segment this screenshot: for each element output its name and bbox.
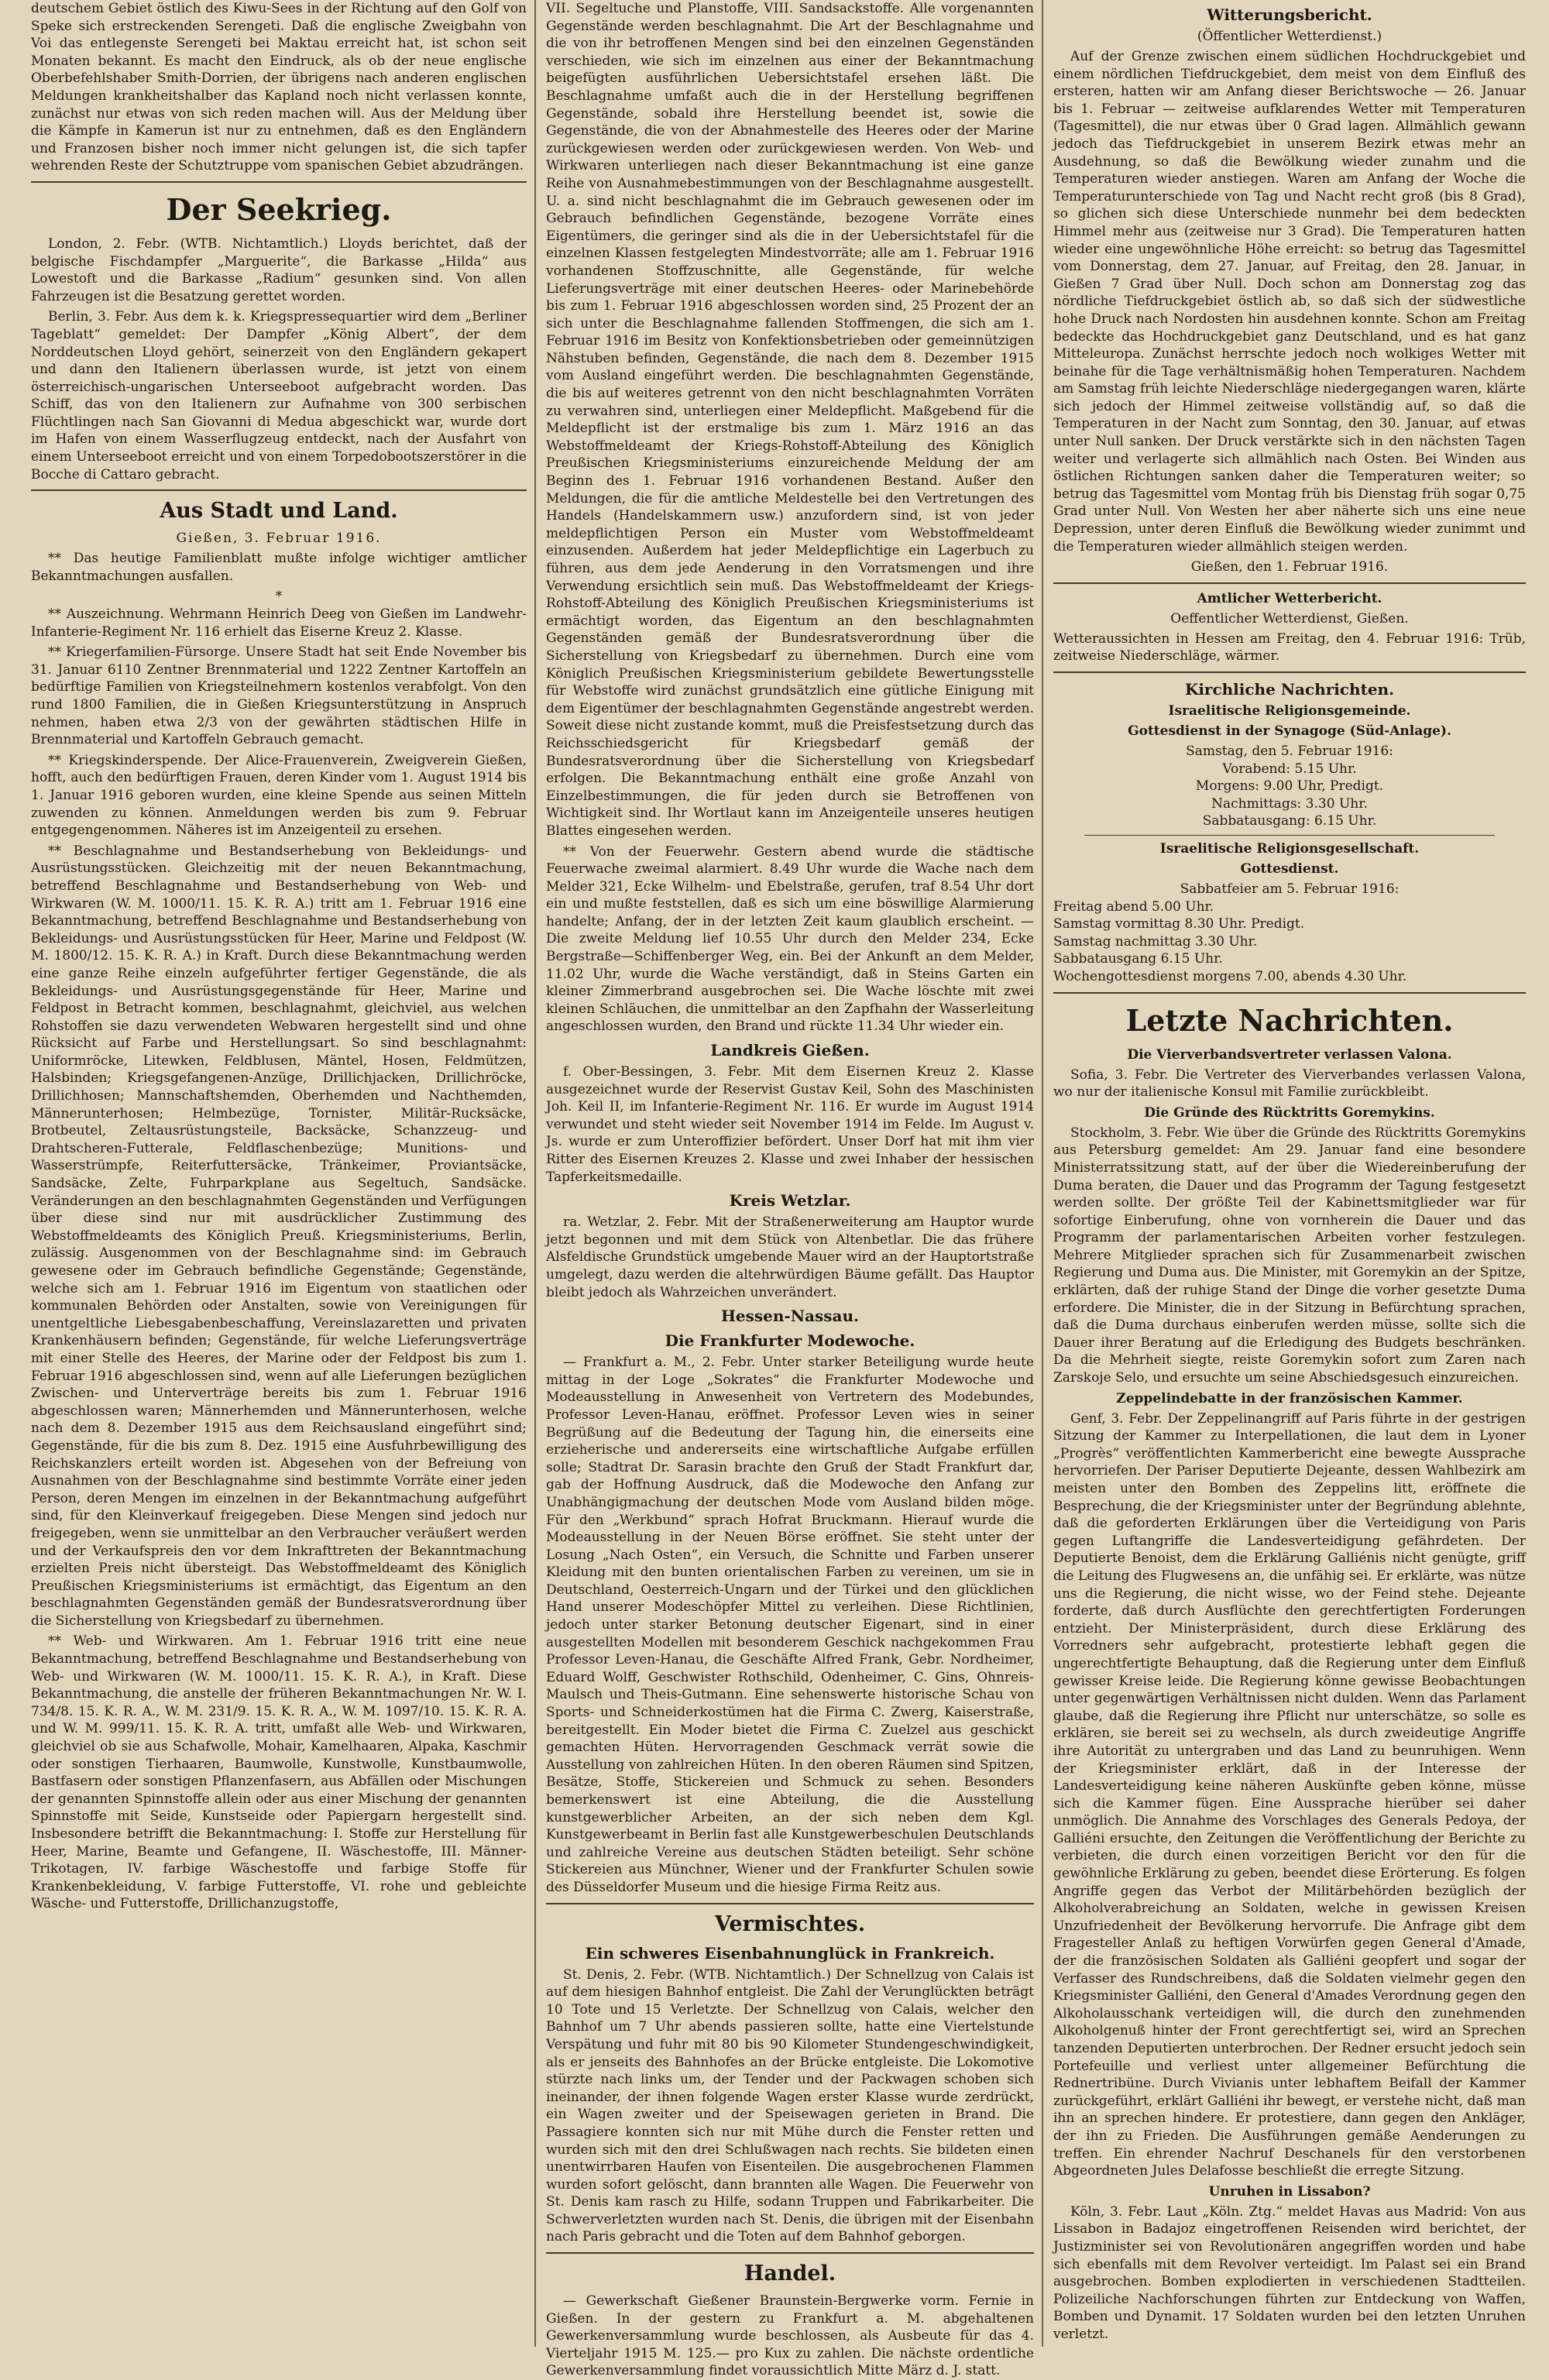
divider [31,181,527,183]
divider [546,1903,1034,1904]
article-text: Sofia, 3. Febr. Die Vertreter des Vierverbandes verlassen Valona, wo nur der italienische Konsul mit Familie zurückbleibt. [1053,1066,1526,1101]
section-title: Aus Stadt und Land. [160,499,398,524]
notice-line: Sabbatausgang: 6.15 Uhr. [1202,813,1377,829]
article-text: ** Von der Feuerwehr. Gestern abend wurde die städtische Feuerwache zweimal alarmiert. 8.49 Uhr wurde die Wache nach dem Melder 321, Ecke Wilhelm- und Ebelstraße, gerufen, traf 8.54 Uhr dort ein und mußte feststellen, daß es sich um eine böswillige Alarmierung handelte; Anfang, der in der letzten Zeit kaum glaublich erscheint. — Die zweite Meldung lief 10.55 Uhr durch den Melder 234, Ecke Bergstraße—Schiffenberger Weg, ein. Bei der Ankunft an dem Melder, 11.02 Uhr, wurde die Wache verständigt, daß in Steins Garten ein kleiner Zimmerbrand ausgebrochen sei. Die Wache löschte mit zwei kleinen Schläuchen, die unmittelbar an den Zapfhahn der Wasserleitung angeschlossen wurden, den Brand und rückte 11.34 Uhr wieder ein. [546,843,1034,1035]
section-title: Landkreis Gießen. [710,1041,870,1060]
section-title: Vermischtes. [714,1911,866,1936]
column-rule [1042,0,1043,2347]
notice-line: Wochengottesdienst morgens 7.00, abends 4.30 Uhr. [1053,968,1407,984]
notice-line: Sabbatfeier am 5. Februar 1916: [1180,881,1400,897]
article-text: Berlin, 3. Febr. Aus dem k. k. Kriegspressequartier wird dem „Berliner Tageblatt“ gemeldet: Der Dampfer „König Albert“, der dem Norddeutschen Lloyd gehört, seinerzeit von den Engländern gekapert und dann den Italienern überlassen wurde, ist jetzt von einem österreichisch-ungarischen Unterseeboot aufgebracht worden. Das Schiff, das von den Italienern zur Aufnahme von 300 serbischen Flüchtlingen nach San Giovanni di Medua abgeschickt war, wurde dort im Hafen von einem Wasserflugzeug entdeckt, nach der Ausfahrt von einem Unterseeboot erreicht und von einem Torpedobootszerstörer in die Bocche di Cattaro gebracht. [31,309,527,483]
article-text: ** Kriegerfamilien-Fürsorge. Unsere Stadt hat seit Ende November bis 31. Januar 6110 Zentner Brennmaterial und 1222 Zentner Kartoffeln an bedürftige Familien von Kriegsteilnehmern kostenlos verabfolgt. Von den rund 1800 Familien, die in Gießen Kriegsunterstützung in Anspruch nehmen, haben etwa 2/3 von der gewährten städtischen Hilfe in Brennmaterial und Kartoffeln Gebrauch gemacht. [31,644,527,748]
article-text: Genf, 3. Febr. Der Zeppelinangriff auf Paris führte in der gestrigen Sitzung der Kammer zu Interpellationen, die laut dem in Lyoner „Progrès“ veröffentlichten Kammerbericht eine bewegte Aussprache hervorriefen. Der Pariser Deputierte Dejeante, dessen Wahlbezirk am meisten unter den Bomben des Zeppelins litt, eröffnete die Besprechung, die der Kriegsminister unter der Begründung ablehnte, daß die geforderten Erklärungen über die Verteidigung von Paris gegen Luftangriffe die Landesverteidigung gefährdeten. Der Deputierte Benoist, dem die Erklärung Galliénis nicht genügte, griff die Leitung des Flugwesens an, die unfähig sei. Er erklärte, was nütze uns die Regierung, die nicht wisse, wo der Feind stehe. Dejeante forderte, daß durch Ausflüchte den gerechtfertigten Forderungen entzieht. Der Ministerpräsident, durch diese Erklärung des Vorredners sehr aufgebracht, protestierte lebhaft gegen die ungerechtfertigte Behauptung, daß die Regierung unter dem Einfluß gewisser Kreise leide. Die Regierung könne gewisse Beobachtungen unter gegenwärtigen Verhältnissen nicht dulden. Wenn das Parlament glaube, daß die Regierung ihre Pflicht nur unterschätze, so solle es erklären, sie bereit sei zu wechseln, als durch zweideutige Angriffe ihre Autorität zu untergraben und das Land zu beunruhigen. Wenn der Kriegsminister erklärt, daß in der Interesse der Landesverteidigung keine näheren Auskünfte geben könne, müsse sich die Kammer fügen. Eine Aussprache hierüber sei daher unmöglich. Die Annahme des Vorschlages des Generals Pedoya, der Galliéni ersuchte, den Zeitungen die Veröffentlichung der Berichte zu verbieten, die durch einen vorzeitigen Bericht vor den für die gewöhnliche Erklärung zu geben, beendet diese Erörterung. Es folgen Angriffe gegen das Verbot der Militärbehörden bezüglich der Alkoholverabreichung an Soldaten, welche in gewissen Kreisen Unzufriedenheit der Bevölkerung hervorrufe. Die Anfrage gibt dem Fragesteller Anlaß zu heftigen Vorwürfen gegen General d'Amade, der die französischen Soldaten als Galliéni geopfert und sogar der Verfasser des Rundschreibens, daß die Soldaten vielmehr gegen den Kriegsminister Galliéni, den General d'Amades Verordnung gegen den Alkoholausschank verteidigen will, die durch den zunehmenden Alkoholgenuß hinter der Front gerechtfertigt sei, wird an Sprechen tanzenden Deputierten unterbrochen. Der Redner ersucht jedoch sein Portefeuille und verliest unter allgemeiner Befürchtung die Rednertribüne. Durch Vivianis unter lebhaftem Beifall der Kammer zurückgeführt, erklärt Galliéni ihr bewegt, er verstehe nicht, daß man ihn an sprechen hindere. Er protestiere, dann gegen den Ankläger, der ihn zu Frieden. Die Ausführungen gemäße Aenderungen zu treffen. Ein ehrender Nachruf Deschanels für den verstorbenen Abgeordneten Jules Delafosse beschließt die erregte Sitzung. [1053,1410,1526,2179]
article-text: Wetteraussichten in Hessen am Freitag, den 4. Februar 1916: Trüb, zeitweise Niederschläge, wärmer. [1053,630,1526,665]
article-headline: Ein schweres Eisenbahnunglück in Frankreich. [585,1943,995,1963]
notice-subtitle: Gottesdienst in der Synagoge (Süd-Anlage). [1128,723,1451,739]
article-text: ** Kriegskinderspende. Der Alice-Frauenverein, Zweigverein Gießen, hofft, auch den bedürftigen Frauen, deren Kinder vom 1. August 1914 bis 1. Januar 1916 geboren wurden, eine kleine Spende aus seinen Mitteln zuwenden zu können. Anmeldungen werden bis zum 9. Februar entgegengenommen. Näheres ist im Anzeigenteil zu ersehen. [31,752,527,839]
section-title: Handel. [744,2262,836,2286]
divider [1053,582,1526,584]
article-text: — Gewerkschaft Gießener Braunstein-Bergwerke vorm. Fernie in Gießen. In der gestern zu Frankfurt a. M. abgehaltenen Gewerkenversammlung wurde beschlossen, als Ausbeute für das 4. Vierteljahr 1915 M. 125.— pro Kux zu zahlen. Die nächste ordentliche Gewerkenversammlung findet voraussichtlich Mitte März d. J. statt. [546,2293,1034,2379]
dateline: Gießen, 3. Februar 1916. [176,531,382,547]
divider [546,2252,1034,2254]
article-text: St. Denis, 2. Febr. (WTB. Nichtamtlich.) Der Schnellzug von Calais ist auf dem hiesigen Bahnhof entgleist. Die Zahl der Verunglückten beträgt 10 Tote und 15 Verletzte. Der Schnellzug von Calais, welcher den Bahnhof um 7 Uhr abends passieren sollte, hatte eine Viertelstunde Verspätung und fuhr mit 80 bis 90 Kilometer Stundengeschwindigkeit, als er jenseits des Bahnhofes an der Brücke entgleiste. Die Lokomotive stürzte nach links um, der Tender und der Packwagen schoben sich ineinander, der ihnen folgende Wagen erster Klasse wurde zerdrückt, ein Wagen zweiter und der Speisewagen gerieten in Brand. Die Passagiere konnten sich nur mit Mühe durch die Fenster retten und wurden sich mit den drei Schlußwagen nach rechts. Sie bildeten einen unentwirrbaren Haufen von Eisenteilen. Die ausgebrochenen Flammen wurden sofort gelöscht, dann brannten alle Wagen. Die Feuerwehr von St. Denis kam rasch zu Hilfe, sodann Truppen und Fabrikarbeiter. Die Schwerverletzten wurden nach St. Denis, die übrigen mit der Eisenbahn nach Paris gebracht und die Toten auf dem Bahnhof geborgen. [546,1966,1034,2245]
article-text: London, 2. Febr. (WTB. Nichtamtlich.) Lloyds berichtet, daß der belgische Fischdampfer „Marguerite“, die Barkasse „Hilda“ aus Lowestoft und die Barkasse „Radium“ gesunken sind. Von allen Fahrzeugen ist die Besatzung gerettet worden. [31,235,527,304]
notice-subtitle: Gottesdienst. [1240,860,1339,877]
notice-line: Vorabend: 5.15 Uhr. [1222,761,1357,777]
section-title: Hessen-Nassau. [721,1307,859,1326]
article-text: deutschem Gebiet östlich des Kiwu-Sees in der Richtung auf den Golf von Speke sich erstreckenden Serengeti. Daß die englische Zweigbahn von Voi das entlegenste Serengeti bei Maktau erreicht hat, ist schon seit Monaten bekannt. Es macht den Eindruck, als ob der neue englische Oberbefehlshaber Smith-Dorrien, der übrigens nach anderen englischen Meldungen krankheitshalber das Kapland noch nicht verlassen konnte, zunächst nur etwas von sich reden machen will. Aus der Meldung über die Kämpfe in Kamerun ist nur zu entnehmen, daß es den Engländern und Franzosen bisher noch immer nicht gelungen ist, die sich tapfer wehrenden Reste der Schutztruppe vom spanischen Gebiet abzudrängen. [31,1,527,174]
column-rule [534,0,536,2347]
section-subtitle: Oeffentlicher Wetterdienst, Gießen. [1170,610,1409,627]
notice-title: Israelitische Religionsgemeinde. [1168,703,1411,719]
article-text: ** Beschlagnahme und Bestandserhebung von Bekleidungs- und Ausrüstungsstücken. Gleichzeitig mit der neuen Bekanntmachung, betreffend Beschlagnahme und Bestandserhebung von Web- und Wirkwaren (W. M. 1000/11. 15. K. R. A.) tritt am 1. Februar 1916 eine Bekanntmachung, betreffend Beschlagnahme und Bestandserhebung von Bekleidungs- und Ausrüstungsstücken für Heer, Marine und Feldpost (W. M. 1800/12. 15. K. R. A.) in Kraft. Durch diese Bekanntmachung werden eine ganze Reihe einzeln aufgeführter fertiger Gegenstände, die als Bekleidungs- und Ausrüstungsgegenstände für Heer, Marine und Feldpost in Betracht kommen, beschlagnahmt, gleichviel, aus welchen Rohstoffen sie dazu verwendeten Webwaren hergestellt sind und ohne Rücksicht auf Farbe und Herstellungsart. So sind beschlagnahmt: Uniformröcke, Litewken, Feldblusen, Mäntel, Hosen, Feldmützen, Halsbinden; Kriegsgefangenen-Anzüge, Drillichjacken, Drillichröcke, Drillichhosen; Mannschaftshemden, Oberhemden und Nachthemden, Männerunterhosen; Helmbezüge, Tornister, Militär-Rucksäcke, Brotbeutel, Zeltausrüstungsteile, Backsäcke, Schanzzeug- und Drahtscheren-Futterale, Feldflaschenbezüge; Munitions- und Wasserstrümpfe, Reiterfuttersäcke, Tränkeimer, Proviantsäcke, Sandsäcke, Zelte, Fuhrparkplane aus Segeltuch, Sandsäcke. Veränderungen an den beschlagnahmten Gegenständen und Verfügungen über diese sind nur mit ausdrücklicher Zustimmung des Webstoffmeldeamts des Königlich Preuß. Kriegsministeriums, Berlin, zulässig. Ausgenommen von der Beschlagnahme sind: im Gebrauch gewesene oder im Gebrauch befindliche Gegenstände; Gegenstände, welche sich am 1. Februar 1916 im Eigentum von staatlichen oder kommunalen Behörden oder Anstalten, sowie von Vereinigungen für unentgeltliche Liebesgabenbeschaffung, Vereinslazaretten und privaten Krankenhäusern befinden; Gegenstände, für welche Lieferungsverträge mit einer Stelle des Heeres, der Marine oder der Feldpost bis zum 1. Februar 1916 abgeschlossen sind, wenn auf alle Lieferungen bezüglichen Zwischen- und Unterverträge bereits bis zum 1. Februar 1916 abgeschlossen waren; Männerhemden und Männerunterhosen, welche nach dem 8. Dezember 1915 aus dem Reichsausland eingeführt sind; Gegenstände, für die bis zum 8. Dez. 1915 eine Ausfuhrbewilligung des Reichskanzlers erteilt worden ist. Abgesehen von der Befreiung von Ausnahmen von der Beschlagnahme sind bestimmte Vorräte einer jeden Person, deren Mengen im einzelnen in der Bekanntmachung aufgeführt sind, für den Kleinverkauf freigegeben. Diese Mengen sind jedoch nur freigegeben, wenn sie unmittelbar an den Verbraucher veräußert werden und der Verkaufspreis den vor dem Inkrafttreten der Bekanntmachung erzielten Preis nicht übersteigt. Das Webstoffmeldeamt des Königlich Preußischen Kriegsministeriums ist ermächtigt, das Eigentum an den beschlagnahmten Gegenständen gemäß der Bundesratsverordnung über die Sicherstellung von Kriegsbedarf zu übernehmen. [31,843,527,1629]
article-headline: Zeppelindebatte in der französischen Kammer. [1116,1390,1463,1406]
article-text: Stockholm, 3. Febr. Wie über die Gründe des Rücktritts Goremykins aus Petersburg gemeldet: Am 29. Januar fand eine besondere Ministerratssitzung statt, auf der über die Wiedereinberufung der Duma beraten, die Dauer und das Programm der Tagung festgesetzt werden sollte. Der größte Teil der Kabinettsmitglieder war für sofortige Einberufung, ohne von vornherein die Dauer und das Programm der parlamentarischen Arbeiten vorher festzulegen. Mehrere Mitglieder sprachen sich für Zusammenarbeit zwischen Regierung und Duma aus. Die Minister, mit Goremykin an der Spitze, erklärten, daß der ruhige Stand der Dinge die vorher gesetzte Duma erfordere. Die Minister, die in der Sitzung in Befürchtung sprachen, daß die Duma durchaus einberufen werden müsse, sollte sich die Dauer ihrer Beratung auf die Erledigung des Budgets beschränken. Da die Mehrheit siegte, reiste Goremykin sofort zum Zaren nach Zarskoje Selo, und ersuchte um seine Abschiedsgesuch einzureichen. [1053,1125,1526,1386]
section-title: Amtlicher Wetterbericht. [1197,590,1382,606]
section-title: Letzte Nachrichten. [1125,1002,1454,1038]
notice-line: Nachmittags: 3.30 Uhr. [1211,795,1368,812]
divider [31,489,527,491]
section-title: Kreis Wetzlar. [729,1191,851,1211]
notice-line: Samstag, den 5. Februar 1916: [1186,744,1393,759]
article-text: — Frankfurt a. M., 2. Febr. Unter starker Beteiligung wurde heute mittag in der Loge „Sokrates“ die Frankfurter Modewoche und Modeausstellung in Anwesenheit von Vertretern des Modebundes, Professor Leven-Hanau, eröffnet. Professor Leven wies in seiner Begrüßung auf die Bedeutung der Tagung hin, die einerseits eine erzieherische und andererseits eine wirtschaftliche Aufgabe erfüllen solle; Stadtrat Dr. Sarasin brachte den Gruß der Stadt Frankfurt dar, gab der Hoffnung Ausdruck, daß die Modewoche den Anfang zur Unabhängigmachung der deutschen Mode vom Ausland bilden möge. Für den „Werkbund“ sprach Hofrat Bruckmann. Hierauf wurde die Modeausstellung in der Neuen Börse eröffnet. Sie steht unter der Losung „Nach Osten“, ein Versuch, die Schnitte und Farben unserer Kleidung mit den bunten orientalischen Farben zu vereinen, um sie in Deutschland, Oesterreich-Ungarn und der Türkei und den glücklichen Hand unserer Modeschöpfer Mittel zu verleihen. Diese Richtlinien, jedoch unter starker Betonung deutscher Eigenart, sind in einer ausgestellten Modellen mit besonderem Geschick nachgekommen Frau Professor Leven-Hanau, die Geschäfte Alfred Frank, Gebr. Nordheimer, Eduard Wolff, Geschwister Rothschild, Odenheimer, C. Gins, Ohnreis-Maulsch und Theis-Gutmann. Eine sehenswerte historische Schau von Sports- und Schneiderkostümen hat die Firma C. Zwerg, Kaiserstraße, bereitgestellt. Ein Moder bietet die Firma C. Zuelzel aus geschickt gemachten Hüten. Hervorragenden Geschmack verrät sowie die Ausstellung von zahlreichen Hüten. In den oberen Räumen sind Spitzen, Besätze, Stoffe, Stickereien und Schmuck zu sehen. Besonders bemerkenswert ist eine Abteilung, die die Ausstellung kunstgewerblicher Arbeiten, an der sich neben dem Kgl. Kunstgewerbeamt in Berlin fast alle Kunstgewerbeschulen Deutschlands und zahlreiche Vereine aus deutschen Städten beteiligt. Sehr schöne Stickereien aus Münchner, Wiener und der Frankfurter Schulen sowie des Düsseldorfer Museum und die hiesige Firma Reitz aus. [546,1355,1034,1895]
notice-line: Freitag abend 5.00 Uhr. [1053,898,1214,915]
divider [1053,992,1526,994]
article-text: ** Auszeichnung. Wehrmann Heinrich Deeg von Gießen im Landwehr-Infanterie-Regiment Nr. 116 erhielt das Eiserne Kreuz 2. Klasse. [31,606,527,640]
article-text: ra. Wetzlar, 2. Febr. Mit der Straßenerweiterung am Hauptor wurde jetzt begonnen und mit dem Stück von Altenbetlar. Die das frühere Alsfeldische Grundstück umgebende Mauer wird an der Hauptortstraße umgelegt, dazu werden die altehrwürdigen Bäume gefällt. Das Hauptor bleibt jedoch als Wahrzeichen unverändert. [546,1214,1034,1300]
separator-star: * [275,589,283,605]
section-title: Der Seekrieg. [166,191,392,227]
article-text: Köln, 3. Febr. Laut „Köln. Ztg.“ meldet Havas aus Madrid: Von aus Lissabon in Badajoz eingetroffenen Reisenden wird berichtet, der Justizminister sei von Revolutionären angegriffen worden und habe sich ebenfalls mit dem Revolver verteidigt. Im Palast sei ein Brand ausgebrochen. Bomben explodierten in verschiedenen Stadtteilen. Polizeiliche Nachforschungen führten zur Entdeckung von Waffen, Bomben und Dynamit. 17 Soldaten wurden bei den letzten Unruhen verletzt. [1053,2203,1526,2342]
dateline: Gießen, den 1. Februar 1916. [1190,559,1389,575]
article-text: VII. Segeltuche und Planstoffe, VIII. Sandsackstoffe. Alle vorgenannten Gegenstände werden beschlagnahmt. Die Art der Beschlagnahme und die von ihr betroffenen Mengen sind bei den einzelnen Gegenständen verschieden, wie sich im einzelnen aus einer der Bekanntmachung beigefügten ausführlichen Uebersichtstafel ersehen läßt. Die Beschlagnahme umfaßt auch die in der Herstellung begriffenen Gegenstände, sobald ihre Herstellung beendet ist, sowie die Gegenstände, die von der Abnahmestelle des Heeres oder der Marine zurückgewiesen werden oder zurückgewiesen werden. Von Web- und Wirkwaren unterliegen nach dieser Bekanntmachung ist eine ganze Reihe von Ausnahmebestimmungen von der Beschlagnahme ausgestellt. U. a. sind nicht beschlagnahmt die im Gebrauch gewesenen oder im Gebrauch befindlichen Gegenstände, bezogene Vorräte eines Eigentümers, die geringer sind als die in der Uebersichtstafel für die einzelnen Klassen festgelegten Mindestvorräte; alle am 1. Februar 1916 vorhandenen Stoffzuschnitte, alle Gegenstände, für welche Lieferungsverträge mit einer deutschen Heeres- oder Marinebehörde bis zum 1. Februar 1916 abgeschlossen worden sind, 25 Prozent der an sich unter die Beschlagnahme fallenden Stoffmengen, die sich am 1. Februar 1916 im Besitz von Konfektionsbetrieben oder gemeinnützigen Nähstuben befinden, Gegenstände, die nach dem 8. Dezember 1915 vom Ausland eingeführt werden. Die beschlagnahmten Gegenstände, die bis auf weiteres getrennt von den nicht beschlagnahmten Vorräten zu verwahren sind, unterliegen einer Meldepflicht. Maßgebend für die Meldepflicht ist der erstmalige bis zum 1. März 1916 an das Webstoffmeldeamt der Kriegs-Rohstoff-Abteilung des Königlich Preußischen Kriegsministeriums einzureichende Meldung der am Beginn des 1. Februar 1916 vorhandenen Bestand. Außer den Meldungen, die für die amtliche Meldestelle bei den Vertretungen des Handels (Handelskammern usw.) anzufordern sind, ist von jeder meldepflichtigen Person ein Muster vom Webstoffmeldeamt einzusenden. Außerdem hat jeder Meldepflichtige ein Lagerbuch zu führen, aus dem jede Aenderung in den Vorratsmengen und ihre Verwendung ersichtlich sein muß. Das Webstoffmeldeamt der Kriegs-Rohstoff-Abteilung des Königlich Preußischen Kriegsministeriums ist ermächtigt worden, das Eigentum an den beschlagnahmten Gegenständen gemäß der Bundesratsverordnung über die Sicherstellung von Kriegsbedarf zu übernehmen. Durch eine vom Königlich Preußischen Kriegsministerium gebildete Bewertungsstelle für Webstoffe wird zunächst grundsätzlich eine gütliche Einigung mit dem Eigentümer der beschlagnahmten Gegenstände angestrebt werden. Soweit diese nicht zustande kommt, muß die Preisfestsetzung durch das Reichsschiedsgericht für Kriegsbedarf gemäß der Bundesratsverordnung über die Sicherstellung von Kriegsbedarf erfolgen. Die Bekanntmachung enthält eine große Anzahl von Einzelbestimmungen, die für jeden durch sie Betroffenen von Wichtigkeit sind. Ihr Wortlaut kann im Anzeigenteile unseres heutigen Blattes eingesehen werden. [546,1,1034,839]
article-text: f. Ober-Bessingen, 3. Febr. Mit dem Eisernen Kreuz 2. Klasse ausgezeichnet wurde der Reservist Gustav Keil, Sohn des Maschinisten Joh. Keil II, im Infanterie-Regiment Nr. 116. Er wurde im August 1914 verwundet und steht wieder seit November 1914 im Felde. Im August v. Js. wurde er zum Unteroffizier befördert. Unser Dorf hat mit ihm vier Ritter des Eisernen Kreuzes 2. Klasse und zwei Inhaber der hessischen Tapferkeitsmedaille. [546,1064,1034,1185]
column-1 [31,0,527,2347]
article-headline: Die Vierverbandsvertreter verlassen Valona. [1127,1046,1452,1063]
article-headline: Die Frankfurter Modewoche. [665,1331,915,1351]
notice-title: Israelitische Religionsgesellschaft. [1159,840,1420,857]
section-title: Witterungsbericht. [1207,5,1372,24]
notice-line: Samstag nachmittag 3.30 Uhr. [1053,933,1258,950]
section-title: Kirchliche Nachrichten. [1184,680,1395,699]
notice-line: Samstag vormittag 8.30 Uhr. Predigt. [1053,916,1305,932]
article-headline: Unruhen in Lissabon? [1208,2183,1371,2200]
article-text: ** Web- und Wirkwaren. Am 1. Februar 1916 tritt eine neue Bekanntmachung, betreffend Beschlagnahme und Bestandserhebung von Web- und Wirkwaren (W. M. 1000/11. 15. K. R. A.), in Kraft. Diese Bekanntmachung, die anstelle der früheren Bekanntmachungen Nr. W. I. 734/8. 15. K. R. A., W. M. 231/9. 15. K. R. A., W. M. 1097/10. 15. K. R. A. und W. M. 999/11. 15. K. R. A. tritt, umfaßt alle Web- und Wirkwaren, gleichviel ob sie aus Schafwolle, Mohair, Kamelhaaren, Alpaka, Kaschmir oder sonstigen Tierhaaren, Baumwolle, Kunstwolle, Kunstbaumwolle, Bastfasern oder sonstigen Pflanzenfasern, aus Abfällen oder Mischungen der genannten Spinnstoffe allein oder aus einer Mischung der genannten Spinnstoffe mit Seide, Kunstseide oder Papiergarn hergestellt sind. Insbesondere betrifft die Bekanntmachung: I. Stoffe zur Herstellung für Heer, Marine, Beamte und Gefangene, II. Wäschestoffe, III. Männer-Trikotagen, IV. farbige Wäschestoffe und farbige Stoffe für Krankenbekleidung, V. farbige Futterstoffe, VI. rohe und gebleichte Wäsche- und Futterstoffe, Drillichanzugstoffe, [31,1633,527,1912]
divider [1084,835,1495,836]
article-headline: Die Gründe des Rücktritts Goremykins. [1144,1104,1435,1121]
column-2 [546,0,1034,2379]
article-text: ** Das heutige Familienblatt mußte infolge wichtiger amtlicher Bekanntmachungen ausfallen. [31,551,527,584]
divider [1053,671,1526,673]
notice-line: Sabbatausgang 6.15 Uhr. [1053,951,1223,967]
section-subtitle: (Öffentlicher Wetterdienst.) [1197,29,1382,44]
notice-line: Morgens: 9.00 Uhr, Predigt. [1195,778,1384,795]
article-text: Auf der Grenze zwischen einem südlichen Hochdruckgebiet und einem nördlichen Tiefdruckgebiet, dem meist von dem Einfluß des ersteren, hatten wir am Anfang dieser Berichtswoche — 26. Januar bis 1. Februar — zeitweise aufklarendes Wetter mit Temperaturen (Tagesmittel), die nur etwas über 0 Grad lagen. Allmählich gewann jedoch das Tiefdruckgebiet in unserem Bezirk etwas mehr an Ausdehnung, so daß die Bewölkung wieder zunahm und die Temperaturen wieder anstiegen. Waren am Anfang der Woche die Temperaturunterschiede von Tag und Nacht recht groß (bis 8 Grad), so glichen sich diese Unterschiede nunmehr bei dem bedeckten Himmel mehr aus (zeitweise nur 3 Grad). Die Temperaturen hatten wieder eine ungewöhnliche Höhe erreicht: so betrug das Tagesmittel vom Donnerstag, dem 27. Januar, auf Freitag, den 28. Januar, in Gießen 7 Grad über Null. Doch schon am Donnerstag zog das nördliche Tiefdruckgebiet östlich ab, so daß sich der südwestliche hohe Druck nach Nordosten hin ausdehnen konnte. Schon am Freitag bedeckte das Hochdruckgebiet ganz Deutschland, und es hat ganz Mitteleuropa. Zunächst herrschte jedoch noch wolkiges Wetter mit beinahe für die Tage verhältnismäßig hohen Temperaturen. Nachdem am Samstag früh leichte Niederschläge niedergegangen waren, klärte sich jedoch der Himmel zeitweise vollständig auf, so daß die Temperaturen in der Nacht zum Sonntag, den 30. Januar, auf etwas unter Null sanken. Der Druck verstärkte sich in den nächsten Tagen weiter und verlagerte sich allmählich nach Osten. Bei Winden aus östlichen Richtungen sanken daher die Temperaturen weiter; so betrug das Tagesmittel vom Montag früh bis Dienstag früh sogar 0,75 Grad unter Null. Von Westen her aber näherte sich uns eine neue Depression, unter deren Einfluß die Bewölkung wieder zunimmt und die Temperaturen wieder allmählich steigen werden. [1053,49,1526,555]
column-3 [1053,0,1526,2347]
